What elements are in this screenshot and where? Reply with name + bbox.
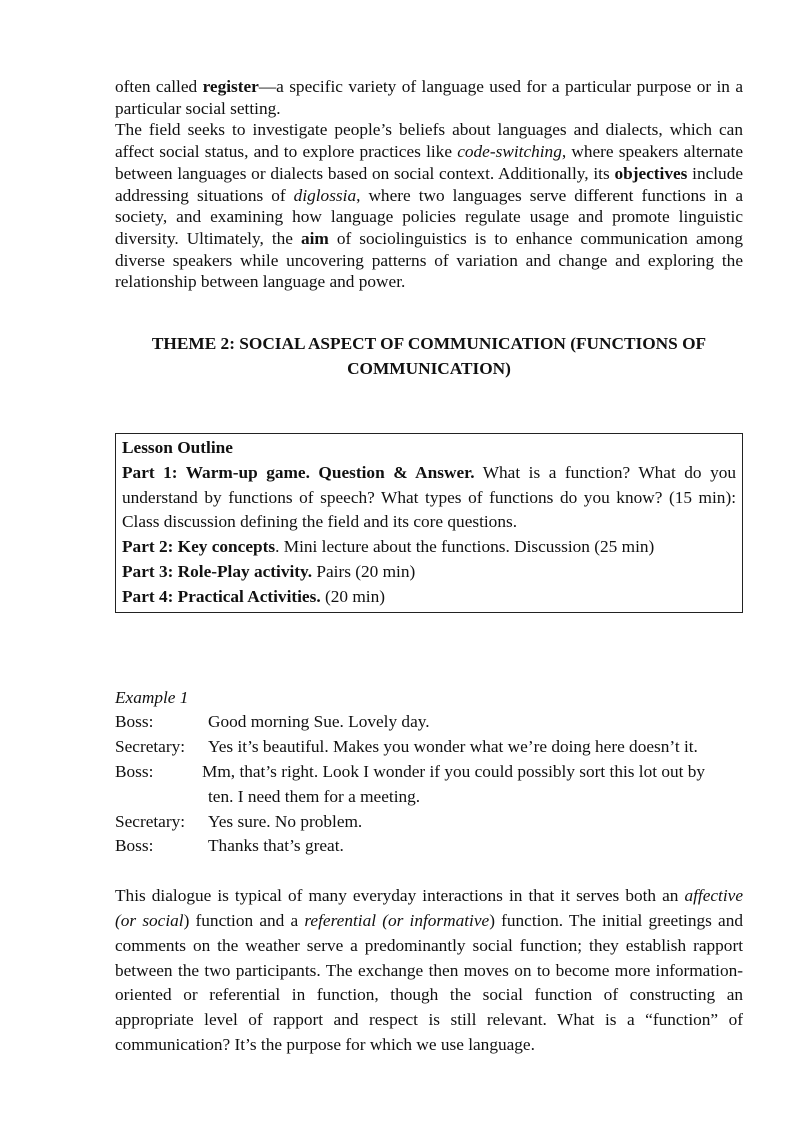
intro-text: include addressing situations of bbox=[115, 163, 744, 205]
analysis-paragraph bbox=[115, 884, 743, 1058]
outline-part-4 bbox=[122, 585, 736, 610]
dialogue-line bbox=[115, 810, 743, 835]
outline-part-text: What is a function? What do you understand by functions of speech? What types of functions do you know? (15 min): Class discussion defining the field and its core questions. bbox=[122, 462, 737, 532]
intro-text: , where speakers alternate between languages or dialects based on social context. Additionally, its bbox=[115, 142, 743, 183]
intro-text: —a specific variety of language used for a particular purpose or in a particular social setting. bbox=[115, 77, 743, 118]
speech-text: Yes it’s beautiful. Makes you wonder what we’re doing here doesn’t it. bbox=[208, 737, 698, 757]
lesson-outline-box bbox=[115, 433, 743, 613]
analysis-text: This dialogue is typical of many everyday interactions in that it serves both an bbox=[115, 886, 685, 906]
speaker-label: Secretary: bbox=[115, 811, 186, 831]
theme-heading-line: THEME 2: SOCIAL ASPECT OF COMMUNICATION (FUNCTIONS OF bbox=[151, 334, 707, 354]
dialogue-line bbox=[115, 735, 743, 760]
outline-part-text: (20 min) bbox=[320, 586, 385, 606]
speech-text: Thanks that’s great. bbox=[208, 836, 344, 856]
intro-text: The field seeks to investigate people’s beliefs about languages and dialects, which can affect social status, and to explore practices like bbox=[115, 120, 743, 162]
example-dialogue bbox=[115, 686, 743, 860]
outline-part-label: Part 1: Warm-up game. Question & Answer. bbox=[122, 462, 475, 482]
intro-text: often called bbox=[115, 77, 203, 96]
intro-text: of sociolinguistics is to enhance communication among diverse speakers while uncovering patterns of variation and change and exploring the relationship between language and power. bbox=[115, 228, 743, 292]
dialogue-line bbox=[115, 760, 743, 785]
outline-part-1 bbox=[122, 461, 736, 535]
theme-heading bbox=[115, 331, 743, 381]
speech-text: Good morning Sue. Lovely day. bbox=[208, 712, 430, 732]
intro-paragraph-1 bbox=[115, 76, 743, 119]
speech-continuation: ten. I need them for a meeting. bbox=[208, 786, 421, 806]
outline-part-text: . Mini lecture about the functions. Discussion (25 min) bbox=[275, 537, 655, 557]
speaker-label: Boss: bbox=[115, 762, 154, 781]
theme-heading-line: COMMUNICATION) bbox=[347, 359, 511, 379]
dialogue-line bbox=[115, 834, 743, 859]
outline-part-label: Part 2: Key concepts bbox=[122, 537, 276, 557]
term-register: register bbox=[202, 77, 259, 96]
speech-text: Mm, that’s right. Look I wonder if you could possibly sort this lot out by bbox=[202, 762, 706, 781]
speech-text: Yes sure. No problem. bbox=[208, 811, 363, 831]
term-diglossia: diglossia bbox=[293, 185, 357, 205]
intro-text: , where two languages serve different functions in a society, and examining how language policies regulate usage and promote linguistic diversity. Ultimately, the bbox=[115, 185, 744, 248]
example-title: Example 1 bbox=[115, 687, 189, 707]
lesson-outline-title: Lesson Outline bbox=[122, 438, 233, 458]
term-affective: affective (or social bbox=[115, 886, 743, 930]
outline-part-text: Pairs (20 min) bbox=[312, 562, 416, 582]
term-aim: aim bbox=[300, 228, 329, 248]
outline-part-3 bbox=[122, 560, 736, 585]
term-objectives: objectives bbox=[614, 163, 688, 183]
outline-part-label: Part 3: Role-Play activity. bbox=[122, 562, 313, 582]
speaker-label: Boss: bbox=[115, 712, 154, 732]
document-page bbox=[115, 76, 743, 1058]
speaker-label: Secretary: bbox=[115, 737, 186, 757]
intro-paragraph-2 bbox=[115, 119, 743, 293]
analysis-text: ) function. The initial greetings and comments on the weather serve a predominantly social function; they establish rapport between the two participants. The exchange then moves on to become more information-oriented or referential in function, though the social function of constructing an appropriate level of rapport and respect is still relevant. What is a “function” of communication? It’s the purpose for which we use language. bbox=[115, 910, 743, 1054]
dialogue-line bbox=[115, 710, 743, 735]
outline-part-2 bbox=[122, 535, 736, 560]
speaker-label: Boss: bbox=[115, 836, 154, 856]
term-code-switching: code-switching bbox=[457, 142, 562, 162]
outline-part-label: Part 4: Practical Activities. bbox=[122, 586, 321, 606]
analysis-text: ) function and a bbox=[183, 910, 305, 930]
term-referential: referential (or informative bbox=[304, 910, 490, 930]
